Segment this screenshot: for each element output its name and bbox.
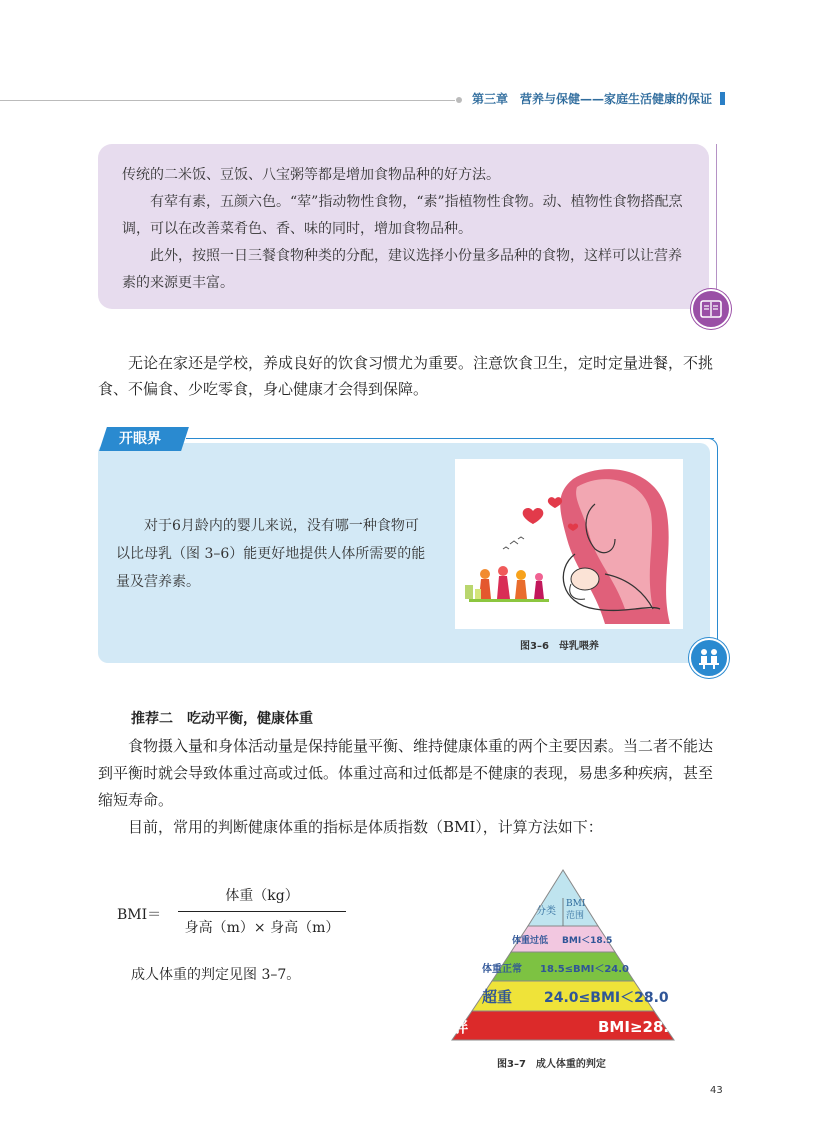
tip-paragraph-2: 有荤有素，五颜六色。“荤”指动物性食物，“素”指植物性食物。动、植物性食物搭配烹调，可以在改善菜肴色、香、味的同时，增加食物品种。 [122,194,683,237]
tier-label-overweight: 超重 [482,988,513,1006]
tip-box-text [122,162,690,297]
header-dot [456,97,462,103]
tier-label-obese: 肥胖 [438,1018,469,1036]
formula-lhs: BMI＝ [117,907,162,923]
tip-paragraph-1: 传统的二米饭、豆饭、八宝粥等都是增加食物品种的好方法。 [122,167,500,183]
child-icon [689,638,729,678]
section-paragraph-1: 食物摄入量和身体活动量是保持能量平衡、维持健康体重的两个主要因素。当二者不能达到平衡时就会导致体重过高或过低。体重过高和过低都是不健康的表现，易患多种疾病，甚至缩短寿命。 [98,737,714,809]
eye-opener-text [116,512,426,596]
pyramid-header-class: 分类 [536,906,556,917]
breastfeeding-illustration [455,459,683,629]
formula-denominator: 身高（m）× 身高（m） [184,920,340,936]
tier-range-normal: 18.5≤BMI＜24.0 [540,964,630,975]
tip-box-edge [716,144,717,292]
pyramid-header-range-line2: 范围 [566,911,585,921]
fraction-bar [178,911,346,912]
figure-3-6-caption: 图3–6 母乳喂养 [520,641,599,652]
section-title: 推荐二 吃动平衡，健康体重 [131,711,313,727]
tier-label-normal: 体重正常 [482,964,522,975]
book-icon [691,289,731,329]
body-paragraph-1 [98,350,726,402]
page-number: 43 [710,1085,723,1096]
paragraph-1-text: 无论在家还是学校，养成良好的饮食习惯尤为重要。注意饮食卫生，定时定量进餐，不挑食、不偏食、少吃零食，身心健康才会得到保障。 [98,354,714,398]
tier-range-underweight: BMI＜18.5 [562,936,613,946]
eye-opener-paragraph: 对于6月龄内的婴儿来说，没有哪一种食物可以比母乳（图 3–6）能更好地提供人体所需要的能量及营养素。 [116,518,426,590]
eye-opener-right-rule [717,450,718,645]
figure-3-7-caption: 图3–7 成人体重的判定 [497,1059,606,1070]
header-rule [0,100,455,101]
header-accent-bar [720,92,725,105]
formula-numerator: 体重（kg） [225,888,299,904]
section-body [98,733,726,841]
tier-range-obese: BMI≥28.0 [598,1018,680,1036]
tier-label-underweight: 体重过低 [512,936,549,946]
chapter-title: 第三章 营养与保健——家庭生活健康的保证 [472,92,713,106]
tip-paragraph-3: 此外，按照一日三餐食物种类的分配，建议选择小份量多品种的食物，这样可以让营养素的来源更丰富。 [122,248,682,291]
section-paragraph-2: 目前，常用的判断健康体重的指标是体质指数（BMI），计算方法如下： [128,818,603,836]
formula-note: 成人体重的判定见图 3–7。 [131,967,301,983]
eye-opener-tag-label: 开眼界 [119,431,161,447]
bmi-pyramid [402,868,724,1044]
pyramid-header-range-line1: BMI [566,899,586,909]
tier-range-overweight: 24.0≤BMI＜28.0 [544,990,669,1006]
eye-opener-top-rule [186,438,714,439]
